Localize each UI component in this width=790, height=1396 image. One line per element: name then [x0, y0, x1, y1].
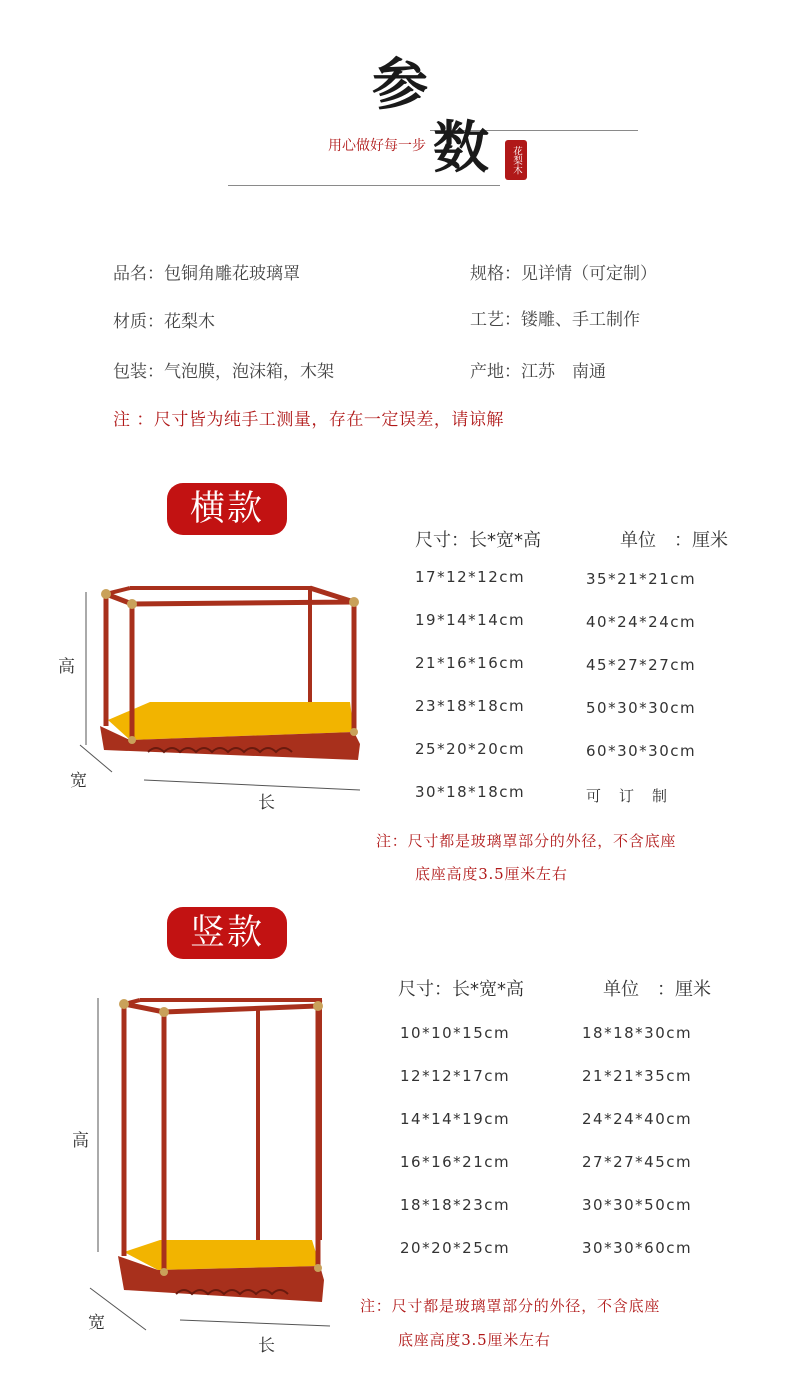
horizontal-length-label: 长	[258, 793, 275, 813]
size-cell: 10*10*15cm	[400, 1024, 511, 1042]
size-cell: 12*12*17cm	[400, 1067, 511, 1085]
vertical-unit-header: 单位 ：厘米	[603, 979, 711, 1000]
param-spec: 规格：见详情（可定制）	[470, 264, 657, 284]
horizontal-note-2: 底座高度3.5厘米左右	[415, 865, 568, 883]
size-cell: 14*14*19cm	[400, 1110, 511, 1128]
size-cell: 24*24*40cm	[582, 1110, 693, 1128]
vertical-note-1: 注：尺寸都是玻璃罩部分的外径，不含底座	[360, 1297, 661, 1315]
badge-horizontal: 横款	[167, 483, 287, 535]
size-cell: 21*16*16cm	[415, 654, 526, 672]
badge-vertical: 竖款	[167, 907, 287, 959]
size-cell: 50*30*30cm	[586, 699, 697, 717]
param-package: 包装：气泡膜，泡沫箱，木架	[113, 362, 334, 382]
horizontal-note-1: 注：尺寸都是玻璃罩部分的外径，不含底座	[376, 832, 677, 850]
vertical-length-label: 长	[258, 1336, 275, 1356]
seal-stamp: 花梨木	[505, 140, 527, 180]
horizontal-height-label: 高	[58, 657, 75, 677]
size-cell: 17*12*12cm	[415, 568, 526, 586]
size-cell: 25*20*20cm	[415, 740, 526, 758]
vertical-note-2: 底座高度3.5厘米左右	[398, 1331, 551, 1349]
size-cell: 30*30*60cm	[582, 1239, 693, 1257]
size-cell: 35*21*21cm	[586, 570, 697, 588]
size-cell: 19*14*14cm	[415, 611, 526, 629]
horizontal-unit-header: 单位 ：厘米	[620, 530, 728, 551]
size-cell: 23*18*18cm	[415, 697, 526, 715]
param-name: 品名：包铜角雕花玻璃罩	[113, 264, 300, 284]
vertical-cabinet-illustration	[80, 990, 340, 1340]
param-material: 材质：花梨木	[113, 312, 215, 332]
size-cell: 60*30*30cm	[586, 742, 697, 760]
param-origin: 产地：江苏 南通	[470, 362, 606, 382]
size-cell: 30*30*50cm	[582, 1196, 693, 1214]
size-cell: 16*16*21cm	[400, 1153, 511, 1171]
title-char-can: 参	[372, 52, 428, 118]
param-craft: 工艺：镂雕、手工制作	[470, 310, 640, 330]
horizontal-size-header: 尺寸：长*宽*高	[415, 530, 541, 551]
measure-note: 注 ：尺寸皆为纯手工测量，存在一定误差，请谅解	[113, 410, 504, 430]
size-cell: 40*24*24cm	[586, 613, 697, 631]
horizontal-cabinet-illustration	[60, 580, 380, 810]
vertical-height-label: 高	[72, 1131, 89, 1151]
size-cell: 18*18*23cm	[400, 1196, 511, 1214]
size-cell: 45*27*27cm	[586, 656, 697, 674]
size-cell: 20*20*25cm	[400, 1239, 511, 1257]
vertical-size-header: 尺寸：长*宽*高	[398, 979, 524, 1000]
size-cell: 30*18*18cm	[415, 783, 526, 801]
slogan: 用心做好每一步	[328, 138, 426, 154]
horizontal-width-label: 宽	[70, 771, 87, 791]
size-cell: 可 订 制	[586, 787, 669, 805]
size-cell: 27*27*45cm	[582, 1153, 693, 1171]
title-char-shu: 数	[433, 115, 489, 181]
size-cell: 21*21*35cm	[582, 1067, 693, 1085]
size-cell: 18*18*30cm	[582, 1024, 693, 1042]
vertical-width-label: 宽	[88, 1313, 105, 1333]
header-line-bottom	[228, 185, 500, 186]
